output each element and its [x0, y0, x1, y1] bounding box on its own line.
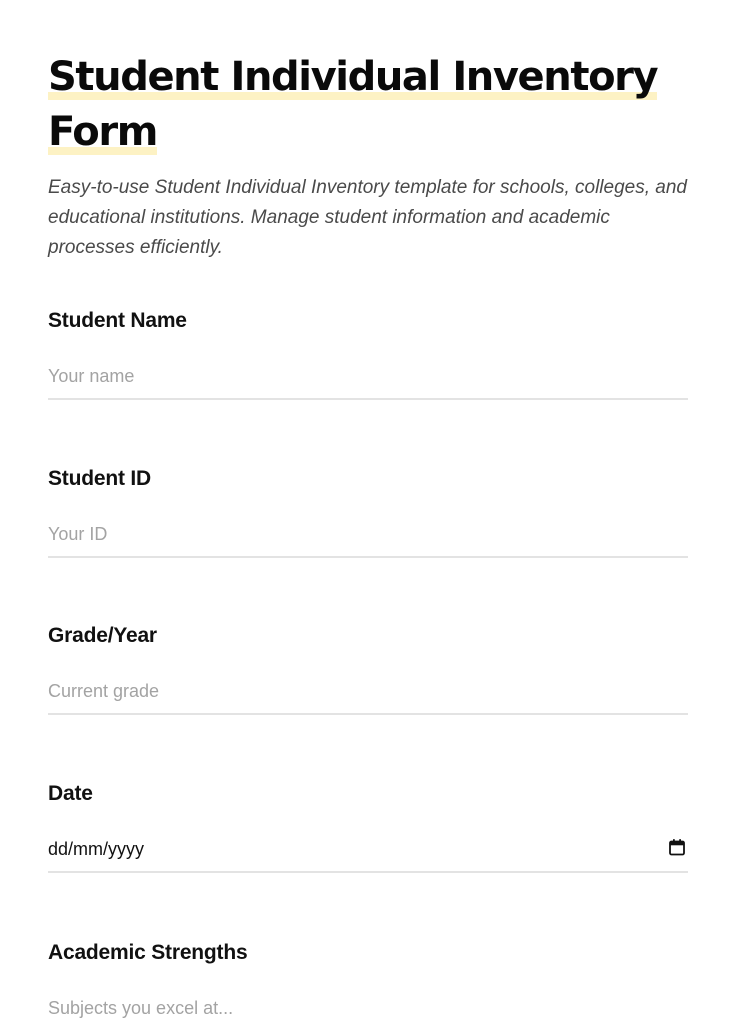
grade-year-field	[48, 623, 688, 715]
student-id-field	[48, 466, 688, 558]
academic-strengths-label: Academic Strengths	[48, 941, 248, 964]
student-name-field	[48, 308, 688, 400]
student-id-label: Student ID	[48, 467, 151, 490]
form-description: Easy-to-use Student Individual Inventory template for schools, colleges, and educational institutions. Manage student information and academic processes efficiently.	[48, 177, 687, 258]
date-input[interactable]	[48, 827, 688, 873]
academic-strengths-field	[48, 940, 688, 1024]
student-name-input[interactable]	[48, 354, 688, 400]
grade-year-label: Grade/Year	[48, 624, 157, 647]
calendar-icon[interactable]	[668, 838, 688, 861]
date-field	[48, 781, 688, 873]
student-id-input[interactable]	[48, 512, 688, 558]
student-name-label: Student Name	[48, 309, 187, 332]
form-title-text: Student Individual Inventory Form	[48, 54, 658, 155]
date-input-text: dd/mm/yyyy	[48, 838, 145, 859]
date-label: Date	[48, 782, 93, 805]
academic-strengths-input[interactable]	[48, 986, 688, 1024]
grade-year-input[interactable]	[48, 669, 688, 715]
form-title	[48, 50, 688, 160]
